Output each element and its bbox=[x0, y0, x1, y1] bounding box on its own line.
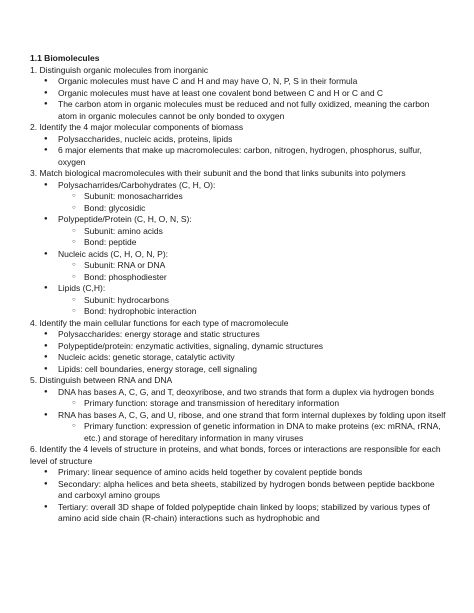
bullet-item: ● RNA has bases A, C, G, and U, ribose, and one strand that form internal duplexes by folding upon itself bbox=[30, 410, 450, 422]
bullet-item: ● Polypeptide/protein: enzymatic activities, signaling, dynamic structures bbox=[30, 341, 450, 353]
sub-bullet-item: ○ Bond: hydrophobic interaction bbox=[30, 306, 450, 318]
question-5: 5. Distinguish between RNA and DNA bbox=[30, 375, 173, 385]
bullet-item: ● Lipids: cell boundaries, energy storage, cell signaling bbox=[30, 364, 450, 376]
sub-bullet-item: ○ Subunit: amino acids bbox=[30, 226, 450, 238]
question-1: 1. Distinguish organic molecules from inorganic bbox=[30, 64, 209, 75]
bullet-item: ● Organic molecules must have at least one covalent bond between C and H or C and C bbox=[30, 88, 450, 100]
bullet-item: ● DNA has bases A, C, G, and T, deoxyribose, and two strands that form a duplex via hydrogen bonds bbox=[30, 387, 450, 399]
sub-bullet-item: ○ Primary function: storage and transmission of hereditary information bbox=[30, 398, 450, 410]
sub-bullet-item: ○ Bond: peptide bbox=[30, 237, 450, 249]
bullet-item: ● The carbon atom in organic molecules must be reduced and not fully oxidized, meaning the carbon atom in organic molecules cannot be only bonded to oxygen bbox=[30, 99, 450, 122]
question-3: 3. Match biological macromolecules with their subunit and the bond that links subunits into polymers bbox=[30, 168, 406, 178]
sub-bullet-item: ○ Subunit: monosacharrides bbox=[30, 191, 450, 203]
bullet-item: ● Organic molecules must have C and H and may have O, N, P, S in their formula bbox=[30, 76, 450, 88]
bullet-item: ● Polysaccharides: energy storage and static structures bbox=[30, 329, 450, 341]
bullet-item: ● 6 major elements that make up macromolecules: carbon, nitrogen, hydrogen, phosphorus, sulfur, oxygen bbox=[30, 145, 450, 168]
bullet-item: ● Polysacharrides/Carbohydrates (C, H, O): bbox=[30, 180, 450, 192]
sub-bullet-item: ○ Primary function: expression of genetic information in DNA to make proteins (ex: mRNA, rRNA, etc.) and storage of hereditary information in many viruses bbox=[30, 421, 450, 444]
bullet-item: ● Tertiary: overall 3D shape of folded polypeptide chain linked by loops; stabilized by various types of amino acid side chain (R-chain) interactions such as hydrophobic and bbox=[30, 502, 450, 525]
section-title: 1.1 Biomolecules bbox=[30, 53, 100, 63]
sub-bullet-item: ○ Subunit: hydrocarbons bbox=[30, 295, 450, 307]
bullet-item: ● Nucleic acids (C, H, O, N, P): bbox=[30, 249, 450, 261]
bullet-item: ● Lipids (C,H): bbox=[30, 283, 450, 295]
sub-bullet-item: ○ Bond: phosphodiester bbox=[30, 272, 450, 284]
sub-bullet-item: ○ Bond: glycosidic bbox=[30, 203, 450, 215]
bullet-item: ● Secondary: alpha helices and beta sheets, stabilized by hydrogen bonds between peptide backbone and carboxyl amino groups bbox=[30, 479, 450, 502]
bullet-item: ● Primary: linear sequence of amino acids held together by covalent peptide bonds bbox=[30, 467, 450, 479]
question-2: 2. Identify the 4 major molecular components of biomass bbox=[30, 122, 244, 132]
bullet-item: ● Polypeptide/Protein (C, H, O, N, S): bbox=[30, 214, 450, 226]
bullet-item: ● Polysaccharides, nucleic acids, proteins, lipids bbox=[30, 134, 450, 146]
question-4: 4. Identify the main cellular functions for each type of macromolecule bbox=[30, 317, 289, 328]
bullet-item: ● Nucleic acids: genetic storage, catalytic activity bbox=[30, 352, 450, 364]
document-body bbox=[30, 53, 450, 525]
question-6: 6. Identify the 4 levels of structure in proteins, and what bonds, forces or interactions are responsible for each level of structure bbox=[30, 444, 441, 466]
sub-bullet-item: ○ Subunit: RNA or DNA bbox=[30, 260, 450, 272]
